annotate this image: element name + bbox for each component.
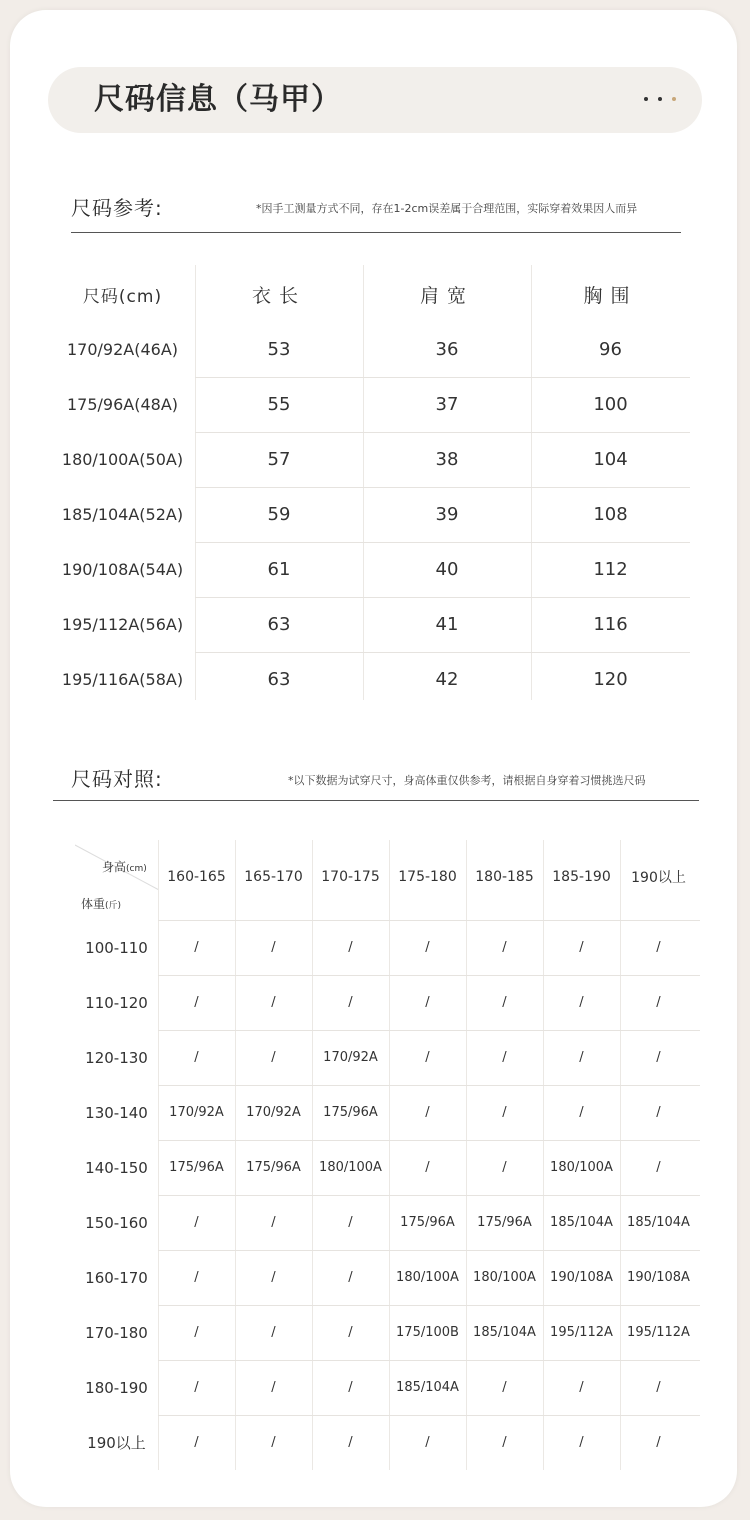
table-row [75, 975, 700, 1030]
cell-chest: 96 [599, 339, 622, 360]
cell-size: 190/108A(54A) [61, 560, 184, 579]
more-dot [658, 97, 662, 101]
cell-length: 53 [267, 339, 291, 360]
height-column-header: 160-165 [167, 869, 226, 885]
size-cell: / [656, 1435, 661, 1450]
cell-size: 195/112A(56A) [61, 615, 184, 634]
cell-shoulder: 41 [435, 614, 459, 635]
cell-shoulder: 38 [435, 449, 459, 470]
height-column-header: 170-175 [321, 869, 380, 885]
cell-chest: 104 [593, 449, 628, 470]
table-row [75, 1250, 700, 1305]
table-row [50, 652, 690, 707]
corner-height-label [102, 858, 147, 875]
size-cell: / [271, 1325, 276, 1340]
cell-length: 61 [267, 559, 291, 580]
size-cell: / [656, 1050, 661, 1065]
corner-height-unit: (cm) [126, 864, 147, 874]
size-cell: 175/96A [246, 1160, 301, 1175]
cell-length: 59 [267, 504, 291, 525]
size-cell: / [348, 995, 353, 1010]
height-column-header: 185-190 [552, 869, 611, 885]
cell-length: 63 [267, 614, 291, 635]
size-cell: / [348, 1325, 353, 1340]
size-cell: / [194, 1050, 199, 1065]
size-cell: / [502, 995, 507, 1010]
size-cell: / [425, 1050, 430, 1065]
table-row [50, 377, 690, 432]
weight-row-header: 100-110 [85, 938, 148, 957]
table-row [50, 487, 690, 542]
weight-row-header: 160-170 [85, 1268, 148, 1287]
more-dot-accent [672, 97, 676, 101]
size-cell: 170/92A [323, 1050, 378, 1065]
table-row [50, 542, 690, 597]
size-cell: 175/100B [396, 1325, 459, 1340]
table-row [50, 597, 690, 652]
cell-length: 55 [267, 394, 291, 415]
height-column-header: 165-170 [244, 869, 303, 885]
size-cell: 175/96A [400, 1215, 455, 1230]
cell-length: 63 [267, 669, 291, 690]
size-cell: / [271, 940, 276, 955]
cell-shoulder: 36 [435, 339, 459, 360]
size-cell: 185/104A [550, 1215, 613, 1230]
size-cell: 195/112A [550, 1325, 613, 1340]
table-header-row [50, 267, 690, 322]
size-cell: 190/108A [550, 1270, 613, 1285]
size-cell: / [194, 1215, 199, 1230]
cell-chest: 112 [593, 559, 628, 580]
size-cell: / [271, 1380, 276, 1395]
size-cell: / [656, 995, 661, 1010]
size-cell: / [271, 1435, 276, 1450]
comparison-divider [53, 800, 699, 801]
corner-weight-text: 体重 [81, 897, 106, 911]
size-cell: / [579, 1105, 584, 1120]
corner-weight-label [81, 895, 121, 912]
size-cell: / [194, 1435, 199, 1450]
size-cell: / [271, 1215, 276, 1230]
cell-shoulder: 37 [435, 394, 459, 415]
size-cell: 175/96A [169, 1160, 224, 1175]
size-cell: / [656, 1105, 661, 1120]
comparison-heading: 尺码对照: [71, 767, 163, 791]
size-cell: / [656, 1160, 661, 1175]
size-cell: / [502, 1160, 507, 1175]
height-column-header: 180-185 [475, 869, 534, 885]
table-row [75, 920, 700, 975]
size-cell: 180/100A [473, 1270, 536, 1285]
size-cell: / [271, 1050, 276, 1065]
size-cell: / [579, 1050, 584, 1065]
cell-length: 57 [267, 449, 291, 470]
table-row [75, 1305, 700, 1360]
reference-note: *因手工测量方式不同，存在1-2cm误差属于合理范围，实际穿着效果因人而异 [256, 202, 638, 215]
height-column-header: 175-180 [398, 869, 457, 885]
cell-shoulder: 42 [435, 669, 459, 690]
size-cell: 190/108A [627, 1270, 690, 1285]
table-row [50, 432, 690, 487]
corner-weight-unit: (斤) [105, 901, 122, 911]
size-cell: / [579, 1380, 584, 1395]
cell-size: 185/104A(52A) [61, 505, 184, 524]
cell-chest: 108 [593, 504, 628, 525]
size-cell: / [502, 1380, 507, 1395]
size-cell: 195/112A [627, 1325, 690, 1340]
cell-chest: 116 [593, 614, 628, 635]
weight-row-header: 170-180 [85, 1323, 148, 1342]
size-cell: 185/104A [627, 1215, 690, 1230]
size-cell: 185/104A [396, 1380, 459, 1395]
table-row [75, 1415, 700, 1470]
header-chest: 胸围 [583, 285, 638, 307]
size-cell: / [579, 1435, 584, 1450]
size-cell: 175/96A [323, 1105, 378, 1120]
weight-row-header: 180-190 [85, 1378, 148, 1397]
height-column-header: 190以上 [631, 870, 686, 886]
size-cell: / [271, 1270, 276, 1285]
size-cell: / [425, 995, 430, 1010]
header-size: 尺码(cm) [82, 287, 163, 307]
weight-row-header: 140-150 [85, 1158, 148, 1177]
table-row [75, 1140, 700, 1195]
size-cell: / [656, 1380, 661, 1395]
weight-row-header: 120-130 [85, 1048, 148, 1067]
size-cell: 175/96A [477, 1215, 532, 1230]
title-bar [48, 67, 702, 133]
cell-shoulder: 39 [435, 504, 459, 525]
size-cell: 170/92A [246, 1105, 301, 1120]
size-cell: / [348, 940, 353, 955]
size-cell: / [348, 1435, 353, 1450]
size-cell: / [502, 940, 507, 955]
cell-shoulder: 40 [435, 559, 459, 580]
size-info-card [10, 10, 737, 1507]
weight-row-header: 130-140 [85, 1103, 148, 1122]
size-cell: / [425, 1435, 430, 1450]
size-cell: / [271, 995, 276, 1010]
more-dot [644, 97, 648, 101]
size-cell: / [194, 940, 199, 955]
cell-size: 195/116A(58A) [61, 670, 184, 689]
size-cell: / [579, 995, 584, 1010]
cell-size: 175/96A(48A) [66, 395, 179, 414]
size-cell: 180/100A [550, 1160, 613, 1175]
size-cell: / [194, 1270, 199, 1285]
size-cell: / [502, 1050, 507, 1065]
weight-row-header: 190以上 [87, 1434, 146, 1452]
size-cell: 180/100A [396, 1270, 459, 1285]
size-cell: / [579, 940, 584, 955]
cell-size: 180/100A(50A) [61, 450, 184, 469]
size-cell: / [194, 995, 199, 1010]
size-cell: / [425, 1105, 430, 1120]
cell-size: 170/92A(46A) [66, 340, 179, 359]
size-cell: / [348, 1215, 353, 1230]
header-shoulder: 肩宽 [419, 285, 474, 307]
more-icon[interactable] [644, 97, 676, 101]
size-cell: / [502, 1105, 507, 1120]
header-length: 衣长 [251, 285, 306, 307]
table-row [75, 1195, 700, 1250]
table-row [75, 1030, 700, 1085]
size-cell: / [425, 940, 430, 955]
table-row [75, 1360, 700, 1415]
page-title: 尺码信息（马甲） [94, 82, 342, 117]
weight-row-header: 150-160 [85, 1213, 148, 1232]
size-cell: / [194, 1380, 199, 1395]
size-cell: / [348, 1380, 353, 1395]
table-row [50, 322, 690, 377]
comparison-note: *以下数据为试穿尺寸，身高体重仅供参考，请根据自身穿着习惯挑选尺码 [288, 774, 646, 787]
size-cell: / [502, 1435, 507, 1450]
reference-heading: 尺码参考: [71, 196, 163, 220]
size-cell: / [194, 1325, 199, 1340]
cell-chest: 100 [593, 394, 628, 415]
size-cell: 170/92A [169, 1105, 224, 1120]
size-cell: 185/104A [473, 1325, 536, 1340]
cell-chest: 120 [593, 669, 628, 690]
size-cell: / [425, 1160, 430, 1175]
table-row [75, 1085, 700, 1140]
size-cell: / [348, 1270, 353, 1285]
size-cell: / [656, 940, 661, 955]
size-cell: 180/100A [319, 1160, 382, 1175]
weight-row-header: 110-120 [85, 993, 148, 1012]
reference-divider [71, 232, 681, 233]
corner-height-text: 身高 [102, 860, 127, 874]
